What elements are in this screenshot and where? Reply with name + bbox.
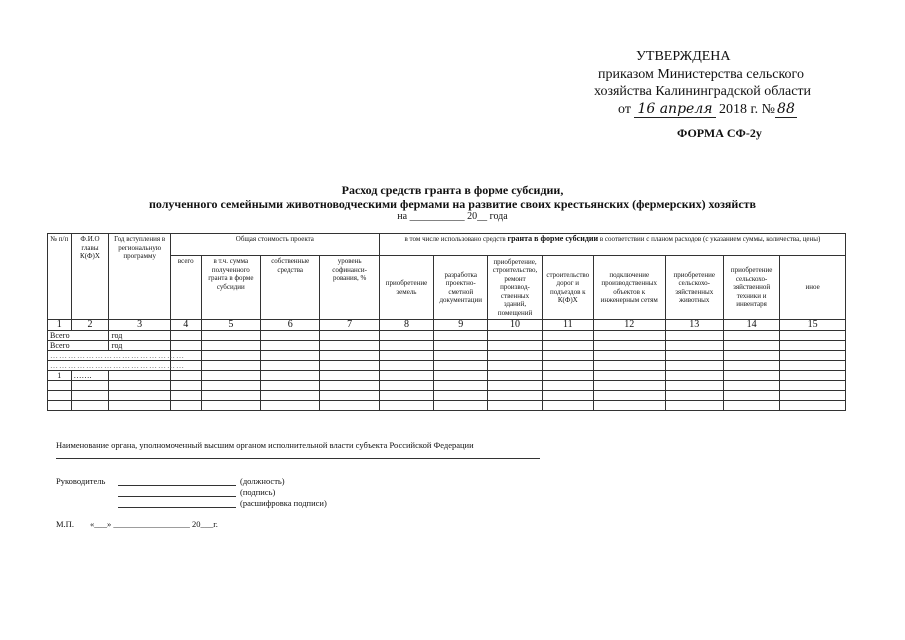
table-row	[48, 381, 846, 391]
form-code: ФОРМА СФ-2у	[677, 126, 762, 140]
col-num-11: 11	[542, 320, 593, 331]
handwritten-number: 88	[777, 101, 795, 117]
col-num-13: 13	[665, 320, 723, 331]
header-connect: подключение производственных объектов к инженерным сетям	[593, 256, 665, 320]
table-row	[48, 371, 846, 381]
approval-date-line	[618, 100, 797, 119]
header-land: приобретение земель	[379, 256, 433, 320]
col-num-10: 10	[488, 320, 542, 331]
table-row	[48, 401, 846, 411]
header-grant-group	[379, 234, 845, 256]
decoding-line[interactable]	[118, 507, 236, 508]
handwritten-date: 16 апреля	[634, 101, 715, 118]
grant-group-bold: гранта в форме субсидии	[507, 234, 599, 243]
header-animals: приобретение сельскохо-зяйственных животных	[665, 256, 723, 320]
decoding-caption: (расшифровка подписи)	[240, 498, 327, 508]
row-label: ………………………………………	[48, 361, 171, 371]
row-label: Всего	[48, 341, 109, 351]
grant-group-prefix: в том числе использовано средств	[404, 235, 506, 243]
header-total: всего	[170, 256, 201, 320]
table-row	[48, 391, 846, 401]
table-row	[48, 341, 846, 351]
row-label: Всего	[48, 331, 109, 341]
position-caption: (должность)	[240, 476, 285, 486]
document-title: Расход средств гранта в форме субсидии,	[341, 183, 564, 197]
row-label: ………………………………………	[48, 351, 171, 361]
col-num-5: 5	[201, 320, 260, 331]
signature-line[interactable]	[118, 496, 236, 497]
year-text: 2018 г. №	[719, 102, 776, 117]
approval-line-ministry: приказом Министерства сельского	[598, 67, 804, 82]
row-year: год	[109, 341, 170, 351]
header-build: приобретение, строительство, ремонт производ-ственных зданий, помещений	[488, 256, 542, 320]
col-num-2: 2	[71, 320, 109, 331]
row-number: 1	[48, 371, 72, 381]
header-other: иное	[780, 256, 846, 320]
col-num-15: 15	[780, 320, 846, 331]
org-label: Наименование органа, уполномоченный высшим органом исполнительной власти субъекта Российской Федерации	[56, 440, 474, 450]
document-subtitle: полученного семейными животноводческими фермами на развитие своих крестьянских (фермерских) хозяйств	[148, 197, 757, 211]
header-num: № п/п	[48, 234, 72, 320]
header-grant-sum: в т.ч. сумма полученного гранта в форме субсидии	[201, 256, 260, 320]
head-label: Руководитель	[56, 476, 106, 486]
row-fio: …….	[71, 371, 109, 381]
date-line[interactable]: «___» __________________ 20___г.	[90, 519, 218, 529]
col-num-4: 4	[170, 320, 201, 331]
header-total-group: Общая стоимость проекта	[170, 234, 379, 256]
header-year: Год вступления в региональную программу	[109, 234, 170, 320]
table-row	[48, 331, 846, 341]
col-num-1: 1	[48, 320, 72, 331]
header-fio: Ф.И.О главы К(Ф)Х	[71, 234, 109, 320]
table-row	[48, 361, 846, 371]
col-num-7: 7	[320, 320, 379, 331]
header-roads: строительство дорог и подъездов к К(Ф)Х	[542, 256, 593, 320]
col-num-3: 3	[109, 320, 170, 331]
col-num-14: 14	[723, 320, 779, 331]
col-num-12: 12	[593, 320, 665, 331]
col-num-9: 9	[434, 320, 488, 331]
period-line: на ___________ 20__ года	[397, 211, 508, 222]
col-num-8: 8	[379, 320, 433, 331]
grant-group-suffix: в соответствии с планом расходов (с указанием суммы, количества, цены)	[599, 235, 821, 243]
header-design: разработка проектно-сметной документации	[434, 256, 488, 320]
from-prefix: от	[618, 102, 631, 117]
approval-title: УТВЕРЖДЕНА	[636, 49, 731, 64]
org-line[interactable]	[56, 458, 540, 459]
header-cofin: уровень софинанси-рования, %	[320, 256, 379, 320]
grant-expense-table	[47, 233, 846, 411]
table-row	[48, 351, 846, 361]
header-tech: приобретение сельскохо-зяйственной техники и инвентаря	[723, 256, 779, 320]
approval-line-region: хозяйства Калининградской области	[594, 84, 812, 99]
header-own: собственные средства	[261, 256, 320, 320]
column-number-row	[48, 320, 846, 331]
row-year: год	[109, 331, 170, 341]
col-num-6: 6	[261, 320, 320, 331]
signature-caption: (подпись)	[240, 487, 276, 497]
position-line[interactable]	[118, 485, 236, 486]
stamp-label: М.П.	[56, 519, 74, 529]
